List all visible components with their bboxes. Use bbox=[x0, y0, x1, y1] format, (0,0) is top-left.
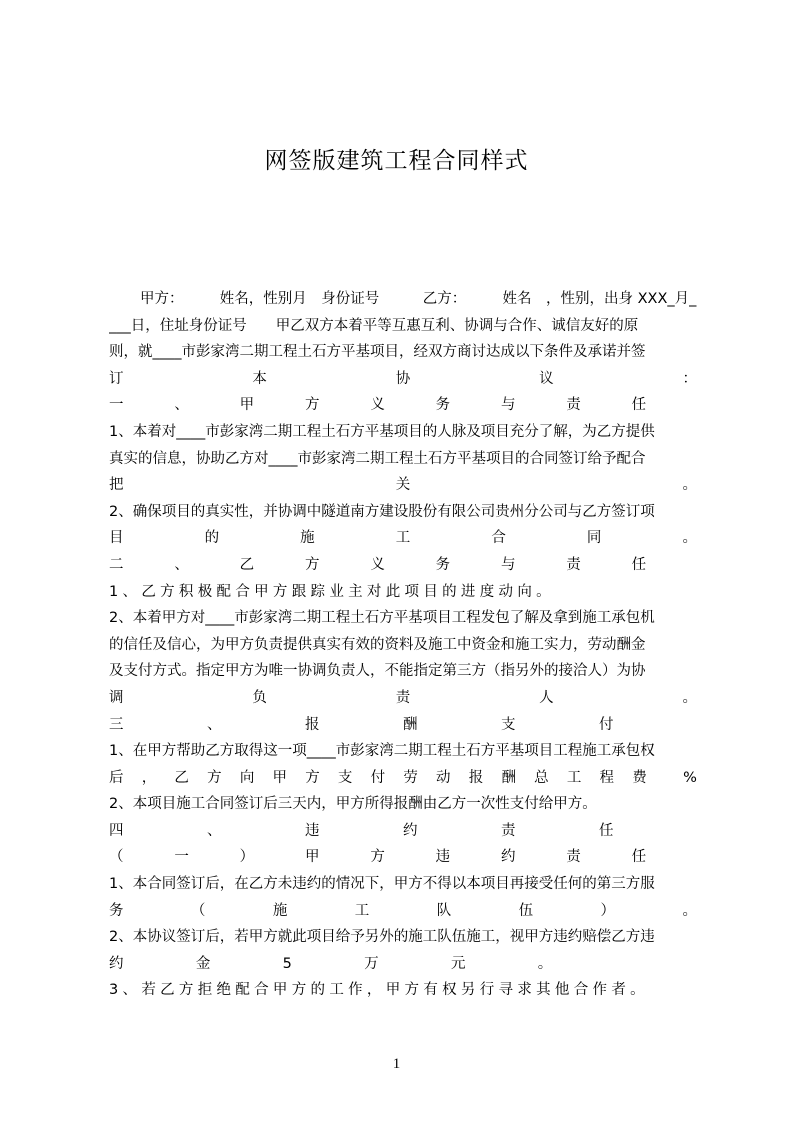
text-line bbox=[109, 898, 697, 925]
text-line: 3、若乙方拒绝配合甲方的工作，甲方有权另行寻求其他合作者。 bbox=[109, 982, 649, 999]
text-segment: 。 bbox=[682, 902, 697, 919]
text-segment: 施 bbox=[300, 530, 315, 547]
text-line bbox=[109, 472, 697, 499]
text-segment: 动 bbox=[436, 769, 451, 786]
text-segment: 负 bbox=[252, 689, 267, 706]
text-line: 1、本合同签订后，在乙方未违约的情况下，甲方不得以本项目再接受任何的第三方服 bbox=[109, 876, 655, 893]
text-segment: 。 bbox=[682, 530, 697, 547]
text-segment: 与 bbox=[500, 397, 516, 414]
text-segment: % bbox=[683, 769, 697, 786]
text-segment: 与 bbox=[500, 556, 516, 573]
text-segment: 向 bbox=[239, 769, 255, 786]
text-segment: 关 bbox=[395, 477, 411, 494]
document-body bbox=[109, 286, 697, 1004]
text-segment: 责 bbox=[566, 849, 581, 866]
text-segment: 工 bbox=[395, 530, 411, 547]
text-segment: 、 bbox=[174, 397, 189, 414]
text-segment: 义 bbox=[370, 556, 385, 573]
text-segment: 甲 bbox=[272, 769, 288, 786]
text-segment: 责 bbox=[395, 689, 411, 706]
text-segment: 总 bbox=[534, 769, 549, 786]
document-title: 网签版建筑工程合同样式 bbox=[264, 148, 529, 174]
text-segment: 报 bbox=[305, 716, 320, 733]
text-segment: 5 bbox=[282, 955, 292, 972]
text-segment: 支 bbox=[501, 716, 516, 733]
text-segment: 任 bbox=[599, 822, 614, 839]
text-line bbox=[109, 525, 697, 552]
text-line: 真实的信息，协助乙方对____市彭家湾二期工程土石方平基项目的合同签订给予配合 bbox=[109, 450, 646, 467]
text-line: 2、本协议签订后，若甲方就此项目给予另外的施工队伍施工，视甲方违约赔偿乙方违 bbox=[109, 929, 655, 946]
text-segment: 协 bbox=[395, 370, 411, 387]
text-segment: 。 bbox=[682, 689, 697, 706]
text-segment: 酬 bbox=[403, 716, 418, 733]
text-segment: 任 bbox=[631, 849, 647, 866]
text-segment: 劳 bbox=[403, 769, 418, 786]
text-segment: ， bbox=[141, 769, 157, 786]
text-segment: 伍 bbox=[518, 902, 534, 919]
text-segment: 、 bbox=[207, 716, 222, 733]
text-segment: 酬 bbox=[501, 769, 516, 786]
text-segment: 把 bbox=[109, 477, 124, 494]
text-segment: 的 bbox=[204, 530, 220, 547]
text-segment: ： bbox=[682, 370, 697, 387]
text-line: 2、确保项目的真实性，并协调中隧道南方建设股份有限公司贵州分公司与乙方签订项 bbox=[109, 503, 655, 520]
text-segment: 务 bbox=[109, 902, 124, 919]
text-line bbox=[109, 712, 697, 739]
text-segment: 同 bbox=[586, 530, 602, 547]
text-line: 及支付方式。指定甲方为唯一协调负责人，不能指定第三方（指另外的接洽人）为协 bbox=[109, 663, 646, 680]
text-segment: 队 bbox=[436, 902, 452, 919]
text-segment: 万 bbox=[364, 955, 379, 972]
text-segment: 程 bbox=[599, 769, 615, 786]
text-segment: 义 bbox=[370, 397, 385, 414]
text-segment: 方 bbox=[207, 769, 222, 786]
text-segment: 一 bbox=[109, 397, 124, 414]
text-segment: 四 bbox=[109, 822, 124, 839]
text-segment: ） bbox=[239, 849, 255, 866]
text-segment: 付 bbox=[599, 716, 614, 733]
text-line bbox=[109, 392, 697, 419]
text-line bbox=[109, 951, 697, 978]
text-line: 1、在甲方帮助乙方取得这一项____市彭家湾二期工程土石方平基项目工程施工承包权 bbox=[109, 743, 655, 760]
text-segment: 甲 bbox=[304, 849, 320, 866]
text-line bbox=[109, 685, 697, 712]
text-segment: 付 bbox=[370, 769, 386, 786]
text-segment: 一 bbox=[174, 849, 189, 866]
text-segment: 责 bbox=[566, 556, 581, 573]
text-segment: 金 bbox=[195, 955, 211, 972]
text-segment: 务 bbox=[435, 397, 451, 414]
text-line bbox=[109, 366, 697, 393]
text-segment: 违 bbox=[435, 849, 451, 866]
text-line bbox=[109, 818, 697, 845]
text-segment: 责 bbox=[501, 822, 516, 839]
text-segment: （ bbox=[109, 849, 124, 866]
text-segment: 乙 bbox=[239, 556, 255, 573]
text-segment: （ bbox=[190, 902, 206, 919]
text-line bbox=[109, 552, 697, 579]
text-segment: 报 bbox=[468, 769, 484, 786]
text-segment: 方 bbox=[305, 769, 320, 786]
text-segment: 后 bbox=[109, 769, 124, 786]
text-segment: 费 bbox=[632, 769, 647, 786]
text-segment: 任 bbox=[631, 397, 647, 414]
text-line: 甲方： 姓名，性别月 身份证号 乙方： 姓名 ，性别，出身 XXX_月_ bbox=[140, 291, 697, 307]
text-line: 则，就____市彭家湾二期工程土石方平基项目，经双方商讨达成以下条件及承诺并签 bbox=[109, 344, 646, 361]
text-segment: 、 bbox=[174, 556, 189, 573]
text-segment: 方 bbox=[370, 849, 385, 866]
text-segment: 施 bbox=[272, 902, 288, 919]
text-segment: 。 bbox=[682, 477, 697, 494]
text-line bbox=[109, 844, 697, 871]
text-segment: 三 bbox=[109, 716, 124, 733]
text-segment: 责 bbox=[566, 397, 581, 414]
text-segment: ） bbox=[600, 902, 616, 919]
text-segment: 约 bbox=[403, 822, 418, 839]
text-segment: 违 bbox=[305, 822, 320, 839]
text-segment: 目 bbox=[109, 530, 124, 547]
text-segment: 方 bbox=[304, 397, 320, 414]
text-line: 2、本着甲方对____市彭家湾二期工程土石方平基项目工程发包了解及拿到施工承包机 bbox=[109, 610, 655, 627]
text-segment: 任 bbox=[631, 556, 647, 573]
text-segment: 合 bbox=[491, 530, 506, 547]
text-segment: 元 bbox=[450, 955, 466, 972]
text-segment: 甲 bbox=[239, 397, 255, 414]
page-number: 1 bbox=[392, 1056, 401, 1072]
text-line bbox=[109, 765, 697, 792]
text-segment: 约 bbox=[109, 955, 124, 972]
text-segment: 订 bbox=[109, 370, 124, 387]
text-segment: 工 bbox=[566, 769, 582, 786]
text-segment: 调 bbox=[109, 689, 124, 706]
text-line: 1、本着对____市彭家湾二期工程土石方平基项目的人脉及项目充分了解，为乙方提供 bbox=[109, 423, 655, 440]
text-segment: 。 bbox=[537, 955, 553, 972]
text-segment: 人 bbox=[539, 689, 554, 706]
text-line: 的信任及信心，为甲方负责提供真实有效的资料及施工中资金和施工实力，劳动酬金 bbox=[109, 636, 646, 653]
text-segment: 工 bbox=[354, 902, 370, 919]
text-line: ___日，住址身份证号 甲乙双方本着平等互惠互利、协调与合作、诚信友好的原 bbox=[109, 317, 639, 334]
text-segment: 本 bbox=[252, 370, 267, 387]
text-segment: 约 bbox=[500, 849, 516, 866]
text-segment: 支 bbox=[337, 769, 353, 786]
text-segment: 务 bbox=[435, 556, 451, 573]
text-line: 1、乙方积极配合甲方跟踪业主对此项目的进度动向。 bbox=[109, 583, 555, 600]
text-segment: 二 bbox=[109, 556, 124, 573]
text-line: 2、本项目施工合同签订后三天内，甲方所得报酬由乙方一次性支付给甲方。 bbox=[109, 796, 597, 813]
text-segment: 、 bbox=[207, 822, 222, 839]
text-segment: 乙 bbox=[174, 769, 189, 786]
text-segment: 方 bbox=[304, 556, 320, 573]
text-segment: 议 bbox=[539, 370, 554, 387]
